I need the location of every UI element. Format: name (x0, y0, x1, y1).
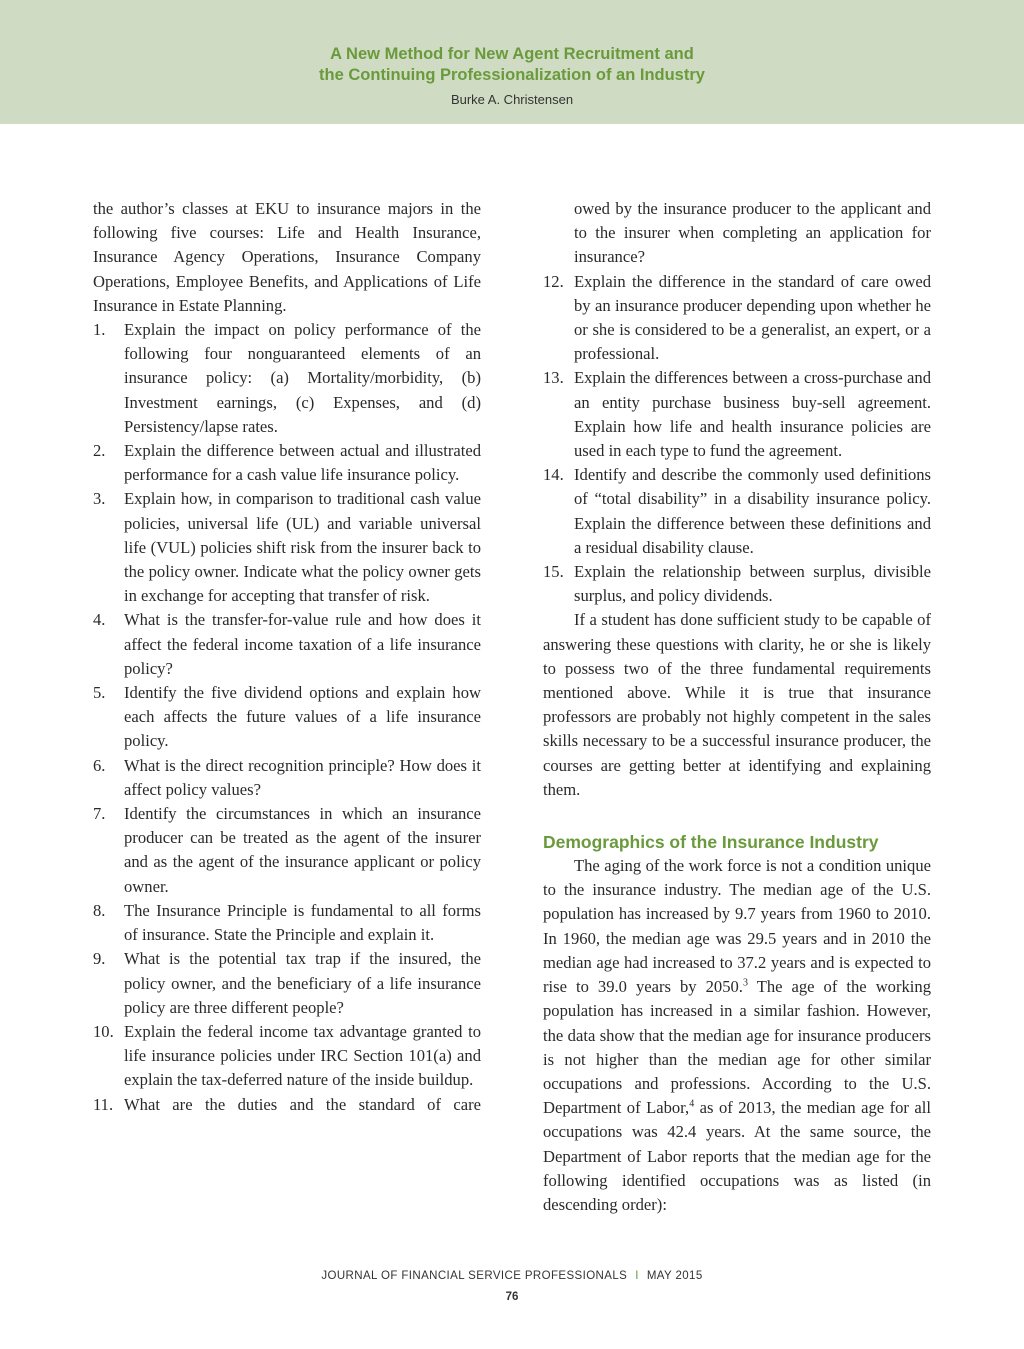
question-number: 2. (93, 441, 106, 461)
question-number: 9. (93, 949, 106, 969)
question-number: 15. (543, 562, 564, 582)
question-number: 1. (93, 320, 106, 340)
question-item-continued: owed by the insurance producer to the applicant and to the insurer when completing an application for insurance? (574, 199, 931, 267)
question-item (93, 1093, 481, 1117)
section-heading: Demographics of the Insurance Industry (543, 832, 879, 853)
page-number: 76 (505, 1291, 519, 1303)
article-title-line-2: the Continuing Professionalization of an Industry (319, 66, 705, 84)
question-number: 13. (543, 368, 564, 388)
question-number: 6. (93, 755, 106, 775)
demographics-text-c: as of 2013, the median age for all occupations was 42.4 years. At the same source, the Department of Labor reports that the median age for the following identified occupations was as listed (in descending order): (543, 1098, 931, 1214)
right-column (543, 197, 931, 1217)
question-list-right (543, 270, 931, 609)
footer (0, 1270, 1024, 1282)
article-title (0, 44, 1024, 86)
question-item (93, 802, 481, 899)
question-text: Identify the five dividend options and explain how each affects the future values of a life insurance policy. (124, 683, 481, 751)
question-item (543, 560, 931, 608)
question-item (93, 487, 481, 608)
closing-paragraph: If a student has done sufficient study to be capable of answering these questions with clarity, he or she is likely to possess two of the three fundamental requirements mentioned above. While it is true that insurance professors are probably not highly competent in the sales skills necessary to be a successful insurance producer, the courses are getting better at identifying and explaining them. (543, 610, 931, 799)
question-item (93, 1020, 481, 1093)
question-item (93, 439, 481, 487)
issue-date: MAY 2015 (646, 1270, 703, 1282)
question-text: What is the transfer-for-value rule and how does it affect the federal income taxation of a life insurance policy? (124, 610, 481, 678)
question-number: 5. (93, 683, 106, 703)
demographics-text-a: The aging of the work force is not a condition unique to the insurance industry. The median age of the U.S. population has increased by 9.7 years from 1960 to 2010. In 1960, the median age was 29.5 years and in 2010 the median age had increased to 37.2 years and is expected to rise to 39.0 years by 2050. (543, 856, 931, 997)
question-item (543, 270, 931, 367)
article-title-line-1: A New Method for New Agent Recruitment and (330, 45, 694, 63)
question-text: Explain the difference between actual and illustrated performance for a cash value life insurance policy. (124, 441, 481, 485)
question-number: 8. (93, 900, 106, 920)
question-item (93, 318, 481, 439)
article-author: Burke A. Christensen (450, 92, 574, 107)
question-text: What is the potential tax trap if the insured, the policy owner, and the beneficiary of a life insurance policy are three different people? (124, 949, 481, 1017)
question-item (93, 947, 481, 1020)
question-text: Explain the difference in the standard of care owed by an insurance producer depending upon whether he or she is considered to be a generalist, an expert, or a professional. (574, 271, 931, 364)
question-number: 4. (93, 610, 106, 630)
question-item (93, 608, 481, 681)
question-number: 7. (93, 804, 106, 824)
question-number: 10. (93, 1021, 114, 1041)
left-column (93, 197, 481, 1117)
footer-separator: I (635, 1270, 639, 1282)
footnote-ref-4: 4 (689, 1098, 695, 1110)
question-item (543, 366, 931, 463)
question-list-left (93, 318, 481, 1117)
question-text: Identify the circumstances in which an insurance producer can be treated as the agent of the insurer and as the agent of the insurance applicant or policy owner. (124, 804, 481, 896)
question-text: Identify and describe the commonly used definitions of “total disability” in a disability insurance policy. Explain the difference between these definitions and a residual disability clause. (574, 465, 931, 557)
footnote-ref-3: 3 (742, 977, 748, 989)
demographics-text-b: The age of the working population has increased in a similar fashion. However, the data show that the median age for insurance producers is not higher than the median age for other similar occupations and professions. According to the U.S. Department of Labor, (543, 977, 932, 1118)
question-text: The Insurance Principle is fundamental to all forms of insurance. State the Principle and explain it. (124, 900, 481, 945)
question-text: Explain the federal income tax advantage granted to life insurance policies under IRC Section 101(a) and explain the tax-deferred nature of the inside buildup. (124, 1021, 481, 1090)
question-item (93, 899, 481, 947)
demographics-paragraph (543, 854, 931, 1217)
question-number: 3. (93, 489, 106, 509)
question-item (543, 463, 931, 560)
intro-paragraph: the author’s classes at EKU to insurance majors in the following five courses: Life and Health Insurance, Insurance Agency Operations, Insurance Company Operations, Employee Benefits, and Applications of Life Insurance in Estate Planning. (93, 199, 481, 315)
question-number: 11. (93, 1094, 114, 1114)
question-text: Explain the impact on policy performance of the following four nonguaranteed elements of an insurance policy: (a) Mortality/morbidity, (b) Investment earnings, (c) Expenses, and (d) Persistency/lapse rates. (124, 320, 481, 436)
question-text: Explain the differences between a cross-purchase and an entity purchase business buy-sell agreement. Explain how life and health insurance policies are used in each type to fund the agreement. (574, 368, 931, 461)
journal-name: JOURNAL OF FINANCIAL SERVICE PROFESSIONALS (321, 1270, 628, 1282)
question-text: What are the duties and the standard of care (124, 1094, 481, 1114)
question-number: 14. (543, 465, 564, 485)
question-item (93, 681, 481, 754)
question-text: Explain the relationship between surplus, divisible surplus, and policy dividends. (574, 562, 931, 606)
question-text: What is the direct recognition principle? How does it affect policy values? (124, 755, 481, 799)
question-item (93, 754, 481, 802)
question-number: 12. (543, 271, 564, 291)
question-text: Explain how, in comparison to traditional cash value policies, universal life (UL) and variable universal life (VUL) policies shift risk from the insurer back to the policy owner. Indicate what the policy owner gets in exchange for accepting that transfer of risk. (124, 489, 481, 606)
